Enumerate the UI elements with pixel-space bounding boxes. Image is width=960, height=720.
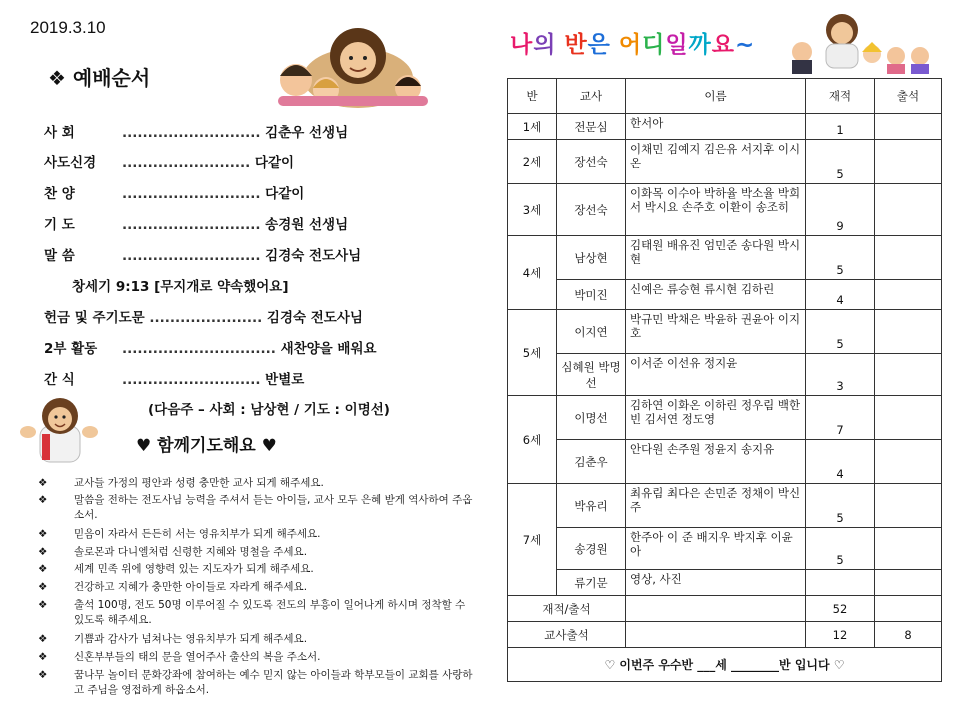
title-char: 나 xyxy=(510,32,534,58)
heart-icon: ♥ xyxy=(136,436,158,456)
order-label: 간 식 xyxy=(44,372,75,388)
diamond-bullet-icon: ❖ xyxy=(38,599,48,611)
diamond-bullet-icon: ❖ xyxy=(38,494,48,506)
order-dots: ...................... xyxy=(149,310,263,326)
scripture: 창세기 9:13 [무지개로 약속했어요] xyxy=(72,279,289,295)
table-row xyxy=(508,236,942,280)
order-label: 기 도 xyxy=(44,217,75,233)
prayer-text: 세계 민족 위에 영향력 있는 지도자가 되게 해주세요. xyxy=(74,563,314,575)
cell-enrolled: 5 xyxy=(806,140,875,184)
cell-teacher: 장선숙 xyxy=(557,184,626,236)
header-attend: 출석 xyxy=(875,79,942,114)
cell-attend xyxy=(875,236,942,280)
prayer-text: 출석 100명, 전도 50명 이루어질 수 있도록 전도의 부흥이 일어나게 하시며 정착할 수 있도록 해주세요. xyxy=(74,599,466,626)
cell-teacher: 박미진 xyxy=(557,280,626,310)
prayer-item xyxy=(38,545,478,560)
diamond-bullet-icon: ❖ xyxy=(38,563,48,575)
total-row xyxy=(508,596,942,622)
cell-teacher: 남상현 xyxy=(557,236,626,280)
cell-teacher: 이명선 xyxy=(557,396,626,440)
order-item-sermon xyxy=(44,244,361,264)
header-enrolled: 재적 xyxy=(806,79,875,114)
cell-attend xyxy=(875,484,942,528)
cell-enrolled: 1 xyxy=(806,114,875,140)
title-char: 디 xyxy=(642,32,666,58)
date: 2019.3.10 xyxy=(30,18,106,37)
best-class-text: ♡ 이번주 우수반 ___세 ________반 입니다 ♡ xyxy=(508,648,942,682)
prayer-text: 솔로몬과 다니엘처럼 신령한 지혜와 명철을 주세요. xyxy=(74,546,308,558)
order-dots: .............................. xyxy=(122,341,276,357)
order-label: 헌금 및 주기도문 xyxy=(44,310,145,326)
cell-teacher: 전문심 xyxy=(557,114,626,140)
attendance-table xyxy=(507,78,942,682)
cell-class: 5세 xyxy=(508,310,557,396)
order-item-prayer xyxy=(44,213,348,233)
cell-enrolled: 7 xyxy=(806,396,875,440)
table-header-row xyxy=(508,79,942,114)
order-item-creed xyxy=(44,151,294,171)
prayer-item xyxy=(38,580,478,595)
order-title: 예배순서 xyxy=(72,66,151,90)
order-item-snack xyxy=(44,368,304,388)
order-title-row xyxy=(48,62,150,91)
cell-names: 김태원 배유진 엄민준 송다원 박시현 xyxy=(626,236,806,280)
order-dots: ........................... xyxy=(122,217,261,233)
order-dots: ........................... xyxy=(122,372,261,388)
jesus-running-illustration xyxy=(18,392,100,470)
table-row xyxy=(508,528,942,570)
prayer-text: 건강하고 지혜가 충만한 아이들로 자라게 해주세요. xyxy=(74,581,308,593)
order-value: 다같이 xyxy=(254,155,295,171)
order-item-praise xyxy=(44,182,304,202)
cell-class: 1세 xyxy=(508,114,557,140)
children-jesus-illustration xyxy=(258,18,428,110)
cell-enrolled: 4 xyxy=(806,280,875,310)
cell-attend xyxy=(875,280,942,310)
order-label: 2부 활동 xyxy=(44,341,98,357)
order-label: 찬 양 xyxy=(44,186,75,202)
order-label: 사도신경 xyxy=(44,155,97,171)
title-char: 까 xyxy=(688,32,712,58)
cell-names: 이채민 김예지 김은유 서지후 이시온 xyxy=(626,140,806,184)
order-item-offering xyxy=(44,306,363,326)
prayer-text: 기쁨과 감사가 넘쳐나는 영유치부가 되게 해주세요. xyxy=(74,633,308,645)
cell-teacher: 이지연 xyxy=(557,310,626,354)
cell-enrolled xyxy=(806,570,875,596)
cell-teacher: 류기문 xyxy=(557,570,626,596)
cell-attend xyxy=(875,440,942,484)
cell-names: 박규민 박채은 박윤하 권윤아 이지호 xyxy=(626,310,806,354)
table-row xyxy=(508,310,942,354)
cell-teacher: 장선숙 xyxy=(557,140,626,184)
summary-enrolled: 12 xyxy=(806,622,875,648)
cell-class: 7세 xyxy=(508,484,557,596)
cell-enrolled: 3 xyxy=(806,354,875,396)
prayer-text: 교사들 가정의 평안과 성령 충만한 교사 되게 해주세요. xyxy=(74,477,324,489)
order-dots: ......................... xyxy=(122,155,251,171)
class-title xyxy=(510,26,755,59)
cell-attend xyxy=(875,140,942,184)
summary-blank xyxy=(626,596,806,622)
prayer-title-row xyxy=(136,431,277,456)
order-value: 송경원 선생님 xyxy=(265,217,349,233)
cell-enrolled: 9 xyxy=(806,184,875,236)
prayer-item xyxy=(38,668,478,697)
prayer-text: 말씀을 전하는 전도사님 능력을 주셔서 듣는 아이들, 교사 모두 은혜 받게 역사하여 주옵소서. xyxy=(74,494,473,521)
table-row xyxy=(508,396,942,440)
cell-names: 안다원 손주원 정윤지 송지유 xyxy=(626,440,806,484)
table-row xyxy=(508,140,942,184)
diamond-bullet-icon: ❖ xyxy=(38,546,48,558)
table-row xyxy=(508,354,942,396)
cell-names: 김하연 이화온 이하린 정우림 백한빈 김서연 정도영 xyxy=(626,396,806,440)
title-char: 일 xyxy=(665,32,689,58)
prayer-text: 믿음이 자라서 든든히 서는 영유치부가 되게 해주세요. xyxy=(74,528,321,540)
cell-enrolled: 4 xyxy=(806,440,875,484)
cell-class: 4세 xyxy=(508,236,557,310)
title-char: 반 xyxy=(564,32,588,58)
diamond-bullet-icon: ❖ xyxy=(38,633,48,645)
diamond-bullet-icon: ❖ xyxy=(38,669,48,681)
summary-label: 교사출석 xyxy=(508,622,626,648)
order-value: 김경숙 전도사님 xyxy=(265,248,362,264)
order-value: 반별로 xyxy=(265,372,305,388)
next-week-note: (다음주 – 사회 : 남상현 / 기도 : 이명선) xyxy=(148,402,390,418)
table-row xyxy=(508,440,942,484)
order-value: 김춘우 선생님 xyxy=(265,125,349,141)
cell-enrolled: 5 xyxy=(806,310,875,354)
prayer-item xyxy=(38,476,478,491)
summary-attend xyxy=(875,596,942,622)
prayer-title: 함께기도해요 xyxy=(157,436,256,456)
prayer-item xyxy=(38,632,478,647)
teacher-attendance-row xyxy=(508,622,942,648)
order-label: 말 씀 xyxy=(44,248,75,264)
title-char: 의 xyxy=(533,32,557,58)
cell-attend xyxy=(875,184,942,236)
cell-enrolled: 5 xyxy=(806,236,875,280)
table-row xyxy=(508,114,942,140)
cell-names: 이화목 이수아 박하율 박소율 박희서 박시요 손주호 이환이 송조히 xyxy=(626,184,806,236)
header-teacher: 교사 xyxy=(557,79,626,114)
table-row xyxy=(508,570,942,596)
table-row xyxy=(508,280,942,310)
prayer-text: 꿈나무 놀이터 문화강좌에 참여하는 예수 믿지 않는 아이들과 학부모들이 교회를 사랑하고 주님을 영접하게 하옵소서. xyxy=(74,669,473,696)
cell-names: 이서준 이선유 정지윤 xyxy=(626,354,806,396)
cell-attend xyxy=(875,570,942,596)
cell-attend xyxy=(875,396,942,440)
prayer-text: 신혼부부들의 태의 문을 열어주사 출산의 복을 주소서. xyxy=(74,651,321,663)
cell-names: 최유림 최다은 손민준 정채이 박신주 xyxy=(626,484,806,528)
header-class: 반 xyxy=(508,79,557,114)
cell-names: 한주아 이 준 배지우 박지후 이윤아 xyxy=(626,528,806,570)
prayer-item xyxy=(38,650,478,665)
order-value: 새찬양을 배워요 xyxy=(280,341,377,357)
cell-attend xyxy=(875,114,942,140)
prayer-item xyxy=(38,527,478,542)
diamond-bullet-icon: ❖ xyxy=(48,66,73,90)
order-dots: ........................... xyxy=(122,186,261,202)
diamond-bullet-icon: ❖ xyxy=(38,651,48,663)
summary-enrolled: 52 xyxy=(806,596,875,622)
best-class-row xyxy=(508,648,942,682)
header-names: 이름 xyxy=(626,79,806,114)
prayer-item xyxy=(38,562,478,577)
table-row xyxy=(508,184,942,236)
diamond-bullet-icon: ❖ xyxy=(38,581,48,593)
jesus-with-children-illustration xyxy=(782,8,942,76)
diamond-bullet-icon: ❖ xyxy=(38,528,48,540)
table-row xyxy=(508,484,942,528)
title-char: ~ xyxy=(734,32,756,58)
cell-attend xyxy=(875,528,942,570)
title-char: 은 xyxy=(587,32,611,58)
summary-blank xyxy=(626,622,806,648)
summary-label: 재적/출석 xyxy=(508,596,626,622)
order-item-activity xyxy=(44,337,377,357)
cell-attend xyxy=(875,310,942,354)
cell-names: 한서아 xyxy=(626,114,806,140)
cell-class: 6세 xyxy=(508,396,557,484)
prayer-item xyxy=(38,598,478,627)
order-value: 다같이 xyxy=(265,186,305,202)
cell-teacher: 박유리 xyxy=(557,484,626,528)
title-char: 요 xyxy=(711,32,735,58)
cell-teacher: 김춘우 xyxy=(557,440,626,484)
cell-enrolled: 5 xyxy=(806,484,875,528)
heart-icon: ♥ xyxy=(255,436,277,456)
cell-teacher: 송경원 xyxy=(557,528,626,570)
cell-enrolled: 5 xyxy=(806,528,875,570)
title-char: 어 xyxy=(618,32,643,58)
cell-attend xyxy=(875,354,942,396)
cell-names: 신예은 류승현 류시현 김하린 xyxy=(626,280,806,310)
cell-class: 3세 xyxy=(508,184,557,236)
order-dots: ........................... xyxy=(122,125,261,141)
cell-names: 영상, 사진 xyxy=(626,570,806,596)
prayer-item xyxy=(38,493,478,522)
cell-teacher: 심혜원 박명선 xyxy=(557,354,626,396)
cell-class: 2세 xyxy=(508,140,557,184)
order-value: 김경숙 전도사님 xyxy=(266,310,363,326)
summary-attend: 8 xyxy=(875,622,942,648)
order-item-host xyxy=(44,121,348,141)
diamond-bullet-icon: ❖ xyxy=(38,477,48,489)
order-dots: ........................... xyxy=(122,248,261,264)
order-label: 사 회 xyxy=(44,125,75,141)
